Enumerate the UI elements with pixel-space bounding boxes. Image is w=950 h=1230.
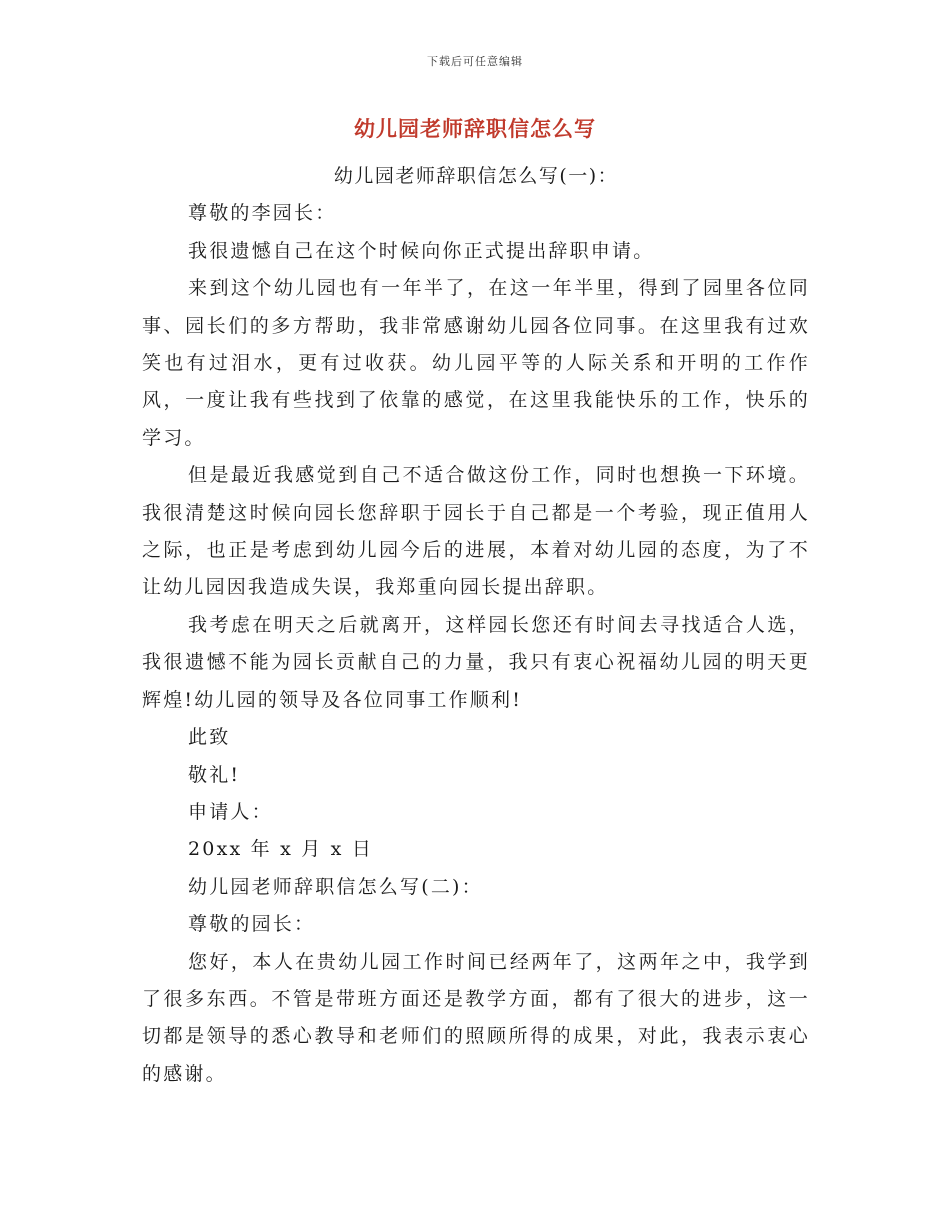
letter2-paragraph-1: 您好，本人在贵幼儿园工作时间已经两年了，这两年之中，我学到了很多东西。不管是带班方面还是教学方面，都有了很大的进步，这一切都是领导的悉心教导和老师们的照顾所得的成果，对此，我表示衷心的感谢。 <box>142 950 810 1085</box>
header-note: 下载后可任意编辑 <box>427 55 523 68</box>
letter1-paragraph-2: 来到这个幼儿园也有一年半了，在这一年半里，得到了园里各位同事、园长们的多方帮助，我非常感谢幼儿园各位同事。在这里我有过欢笑也有过泪水，更有过收获。幼儿园平等的人际关系和开明的工作作风，一度让我有些找到了依靠的感觉，在这里我能快乐的工作，快乐的学习。 <box>142 277 810 449</box>
document-body <box>142 158 810 1093</box>
document-title: 幼儿园老师辞职信怎么写 <box>354 116 596 141</box>
letter1-salutation: 尊敬的李园长： <box>188 202 337 225</box>
letter1-applicant: 申请人： <box>188 800 273 823</box>
letter1-paragraph-4: 我考虑在明天之后就离开，这样园长您还有时间去寻找适合人选，我很遗憾不能为园长贡献自己的力量，我只有衷心祝福幼儿园的明天更辉煌!幼儿园的领导及各位同事工作顺利! <box>142 613 810 711</box>
letter1-paragraph-3: 但是最近我感觉到自己不适合做这份工作，同时也想换一下环境。我很清楚这时候向园长您辞职于园长于自己都是一个考验，现正值用人之际，也正是考虑到幼儿园今后的进展，本着对幼儿园的态度，为了不让幼儿园因我造成失误，我郑重向园长提出辞职。 <box>142 464 810 599</box>
letter1-date: 20xx 年 x 月 x 日 <box>188 838 374 861</box>
letter1-heading: 幼儿园老师辞职信怎么写(一)： <box>333 165 619 187</box>
letter1-paragraph-1: 我很遗憾自己在这个时候向你正式提出辞职申请。 <box>188 239 655 262</box>
letter2-heading: 幼儿园老师辞职信怎么写(二)： <box>188 875 483 898</box>
letter2-salutation: 尊敬的园长： <box>188 913 316 936</box>
letter1-closing-1: 此致 <box>188 726 231 749</box>
letter1-closing-2: 敬礼! <box>188 763 241 786</box>
